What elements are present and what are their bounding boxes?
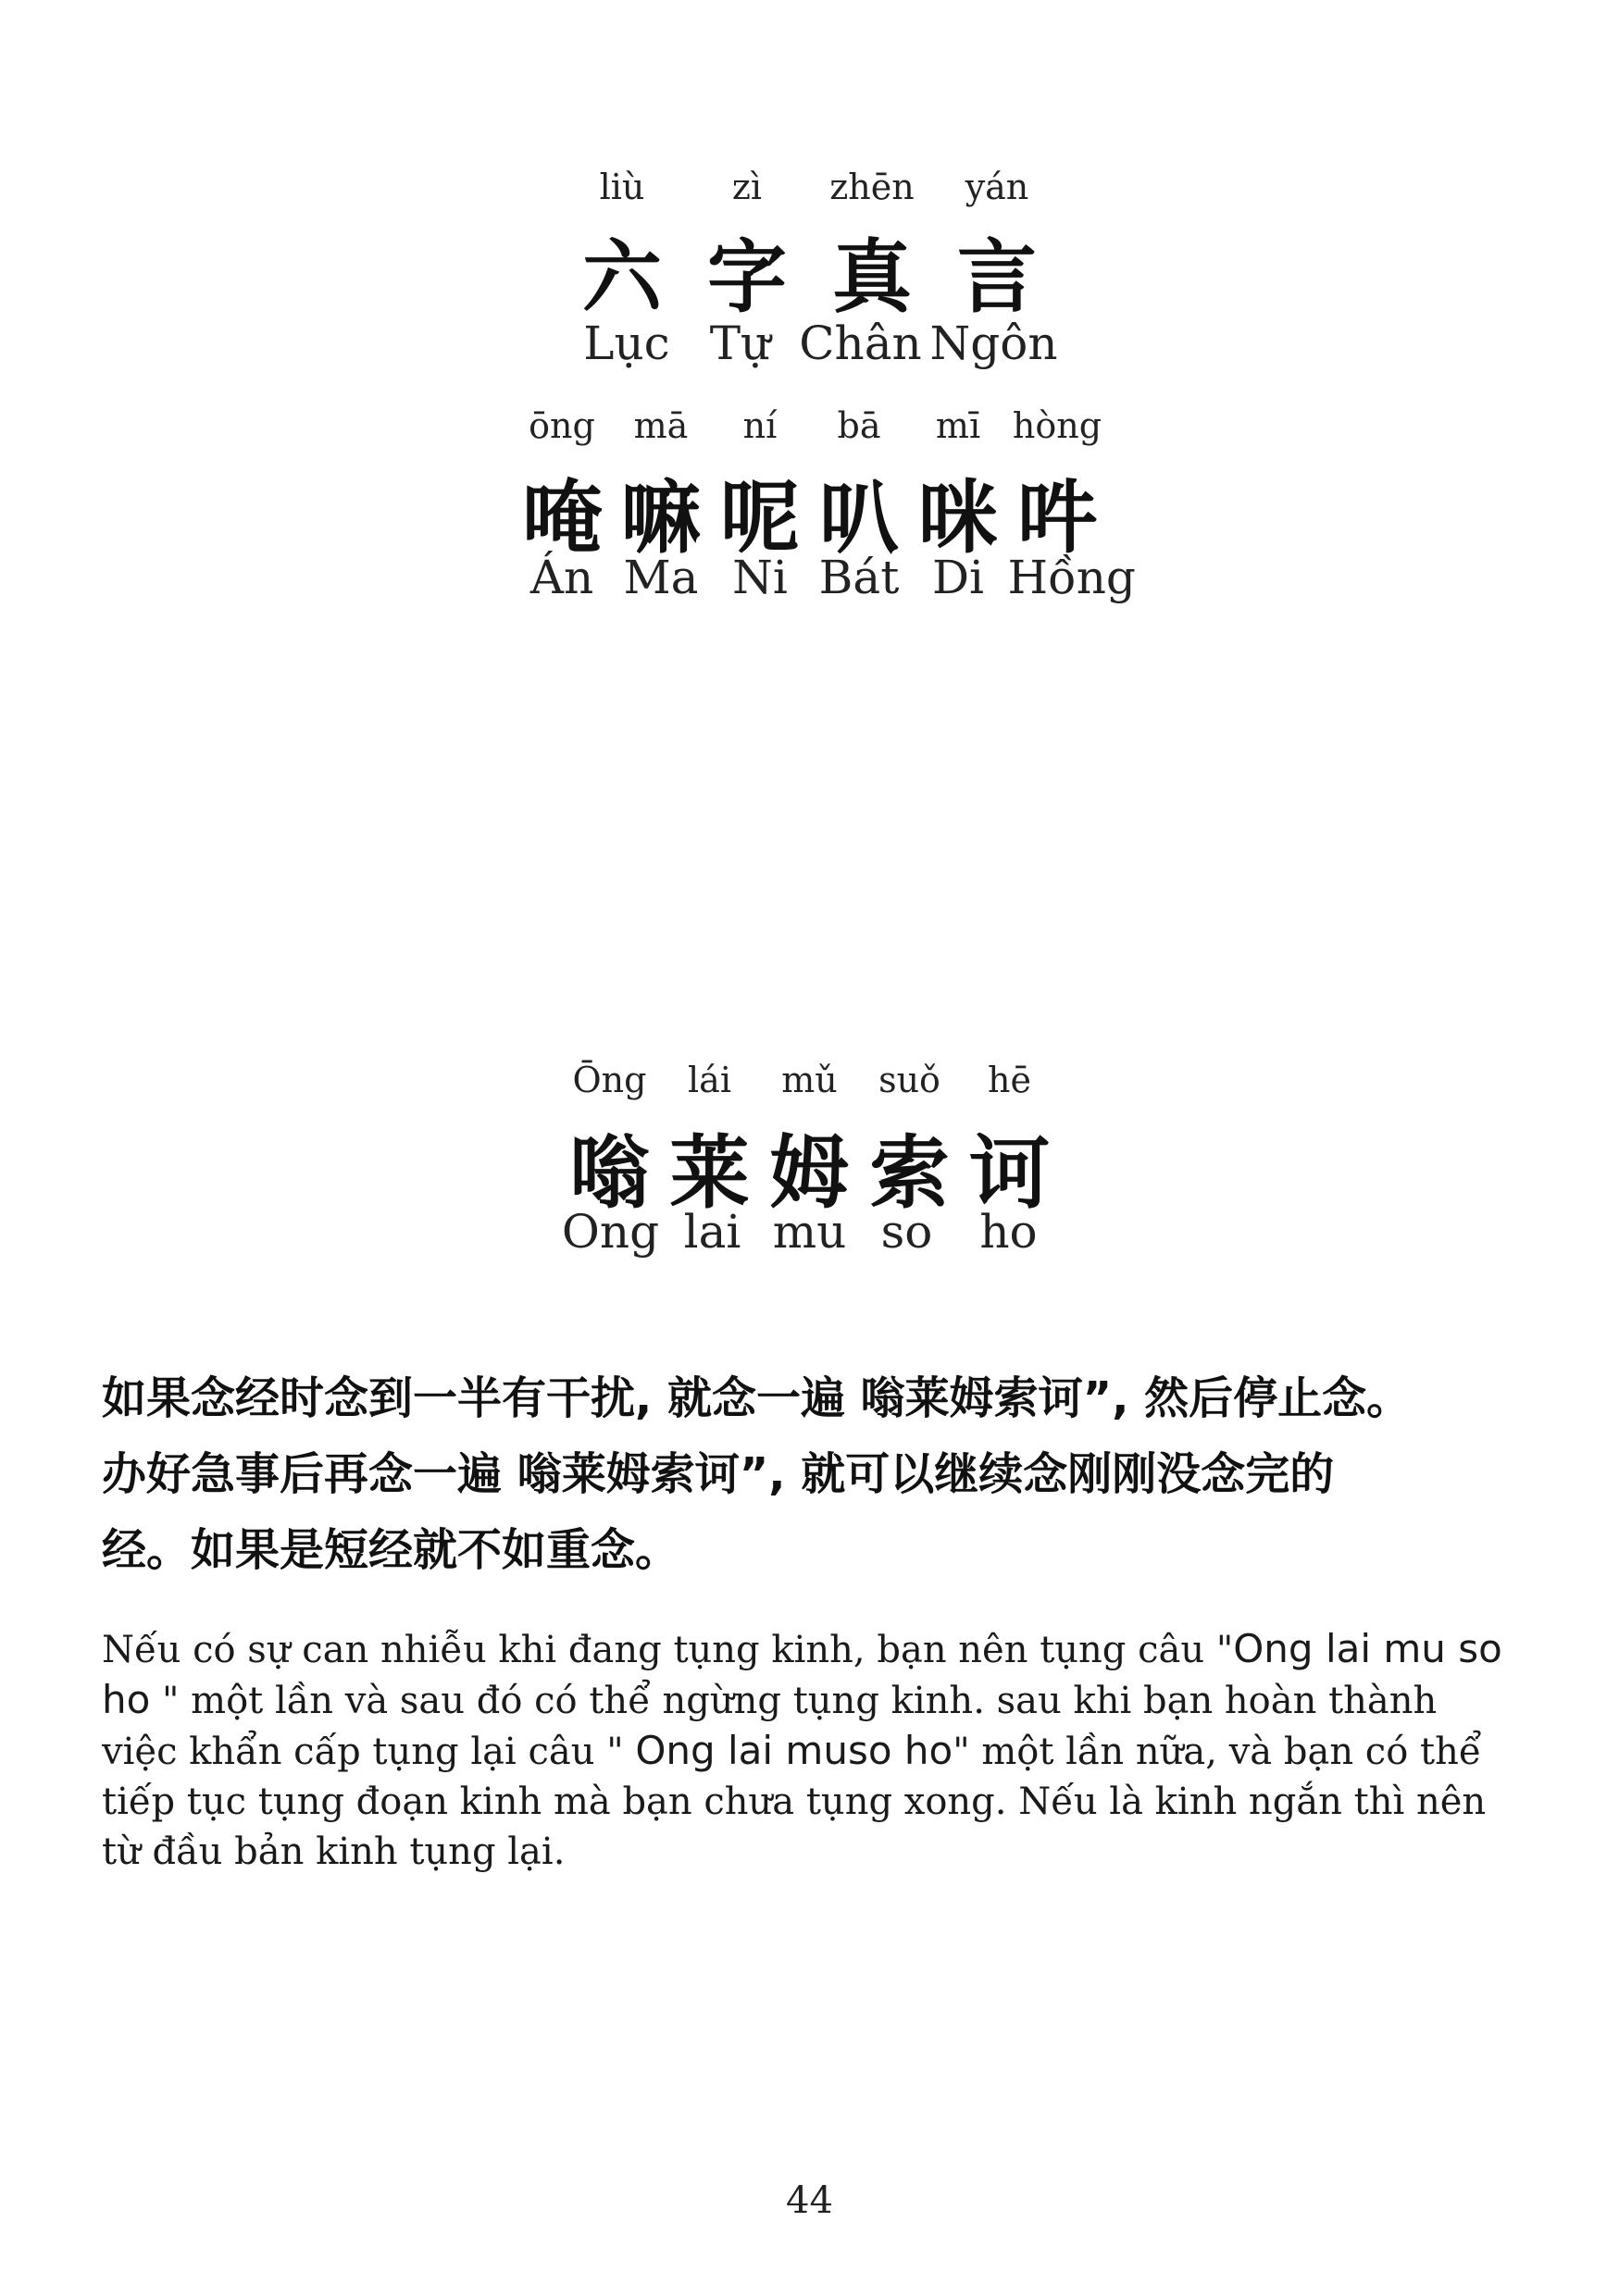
hanzi-char: 吽 [1017,472,1097,565]
pinyin-syllable: yán [965,167,1029,207]
viet-syllable: lai [683,1205,741,1259]
mantra3-pinyin-row [0,1060,1619,1100]
mantra3-viet-row [0,1205,1619,1259]
pinyin-syllable: suǒ [878,1060,940,1100]
viet-syllable: Bát [818,551,900,604]
pinyin-syllable: ní [742,405,778,446]
hanzi-char: 莱 [669,1127,750,1220]
viet-syllable: Ni [732,551,788,604]
page-number: 44 [786,2179,833,2222]
hanzi-char: 诃 [969,1127,1050,1220]
mantra1-hanzi-row [0,213,1619,328]
viet-syllable: Tự [709,316,771,370]
viet-syllable: Ngôn [929,316,1058,370]
pinyin-syllable: hòng [1012,405,1102,446]
viet-syllable: so [880,1205,933,1259]
vn-mantra-emphasis: Ong lai mu so ho [102,1626,1502,1722]
vn-mantra-emphasis: Ong lai muso ho [635,1728,953,1773]
hanzi-char: 字 [707,231,787,324]
viet-syllable: ho [979,1205,1038,1259]
mantra1-pinyin-row [0,167,1619,207]
chinese-line: 经。如果是短经就不如重念。 [102,1524,680,1576]
hanzi-char: 姆 [769,1127,850,1220]
mantra2-viet-row [0,551,1619,604]
hanzi-char: 真 [832,231,912,324]
vn-text: Nếu có sự can nhiễu khi đang tụng kinh, bạn nên tụng câu " [102,1629,1234,1671]
chinese-line: 办好急事后再念一遍 嗡莱姆索诃”, 就可以继续念刚刚没念完的 [102,1448,1335,1500]
pinyin-syllable: lái [688,1060,731,1100]
pinyin-syllable: hē [988,1060,1031,1100]
hanzi-char: 六 [582,231,662,324]
hanzi-char: 叭 [819,472,899,565]
pinyin-syllable: mā [633,405,689,446]
viet-syllable: Hồng [1007,551,1136,604]
pinyin-syllable: ōng [529,405,595,446]
viet-syllable: mu [772,1205,847,1259]
pinyin-syllable: zhēn [829,167,915,207]
pinyin-syllable: mǔ [781,1060,838,1100]
hanzi-char: 嘛 [621,472,701,565]
hanzi-char: 呢 [720,472,800,565]
pinyin-syllable: zì [731,167,763,207]
vn-text: " một lần và sau đó có thể ngừng tụng kinh. sau khi bạn hoàn thành việc khẩn cấp tụng lại câu " [102,1680,1438,1773]
pinyin-syllable: mī [935,405,981,446]
chinese-instruction-paragraph [102,1360,1546,1588]
pinyin-syllable: liù [599,167,645,207]
hanzi-char: 索 [869,1127,950,1220]
viet-syllable: Chân [799,316,922,370]
viet-syllable: Ma [623,551,699,604]
mantra2-pinyin-row [0,405,1619,446]
pinyin-syllable: bā [837,405,881,446]
viet-syllable: Lục [583,316,670,370]
chinese-line: 如果念经时念到一半有干扰, 就念一遍 嗡莱姆索诃”, 然后停止念。 [102,1372,1412,1424]
hanzi-char: 唵 [522,472,602,565]
pinyin-syllable: Ōng [572,1060,647,1100]
viet-syllable: Án [529,551,594,604]
hanzi-char: 嗡 [569,1127,650,1220]
hanzi-char: 咪 [918,472,998,565]
viet-syllable: Di [931,551,985,604]
mantra1-viet-row [0,316,1619,370]
vn-text: " một lần nữa, và bạn có thể tiếp tục tụng đoạn kinh mà bạn chưa tụng xong. Nếu là kinh ngắn thì nên từ đầu bản kinh tụng lại. [102,1731,1487,1873]
viet-syllable: Ong [561,1205,660,1259]
vietnamese-instruction-paragraph [102,1624,1509,1877]
hanzi-char: 言 [957,231,1037,324]
